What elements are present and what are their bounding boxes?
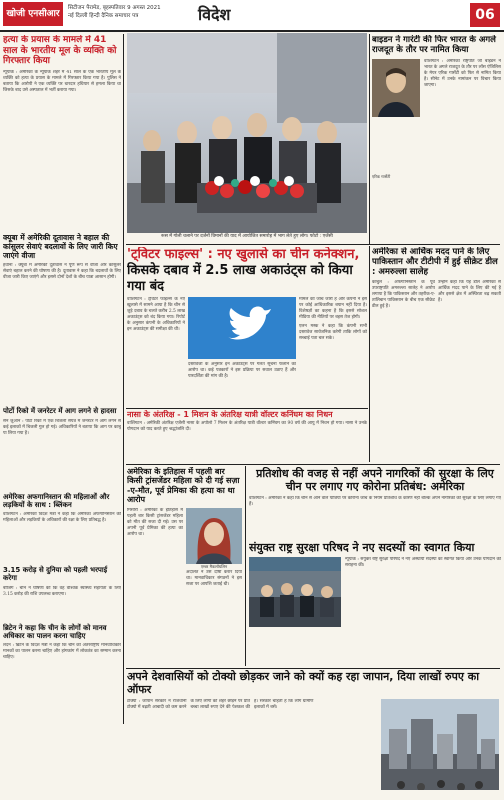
story3-headline: पोर्टो रिको में जनरेटर में आग लगने से हादसा bbox=[3, 407, 117, 416]
memorial-photo-image bbox=[127, 33, 367, 233]
twitter-image bbox=[188, 297, 296, 359]
edition-text: नई दिल्ली हिन्दी दैनिक समाचार पत्र bbox=[68, 13, 139, 19]
mclaughlin-photo bbox=[186, 508, 242, 564]
page-number: 06 bbox=[470, 3, 500, 27]
column-divider bbox=[123, 34, 124, 724]
lead-headline-quote: 'ट्विटर फाइल्स' : नए खुलासे का चीन कनेक्शन, bbox=[127, 247, 360, 262]
left-column bbox=[3, 35, 121, 760]
lead-col-3 bbox=[299, 297, 367, 407]
transgender-col2: अदालत ने उसे दोषी करार दिया था। मानवाधिकार संगठनों ने इस सजा पर आपत्ति जताई थी। bbox=[186, 569, 242, 587]
memorial-photo bbox=[127, 33, 367, 233]
corona-story bbox=[249, 467, 501, 667]
lead-headline-block bbox=[127, 247, 367, 295]
nasa-body: वाशिंगटन : अमेरिकी अंतरिक्ष एजेंसी नासा के अपोलो 7 मिशन के अंतरिक्ष यात्री वॉल्टर कनिंघम का 90 वर्ष की आयु में निधन हो गया। नासा ने उनके योगदान को याद करते हुए श्रद्धांजलि दी। bbox=[127, 421, 367, 433]
story2-body: हवाना : क्यूबा में अमेरिकी दूतावास ने पूर्ण रूप से वीजा और कांसुलर सेवाएं बहाल करने की घोषणा की है। दूतावास ने कहा कि बदलावों के लिए वीजा जारी किए जाएंगे और इससे दोनों देशों के बीच यात्रा आसान होगी। bbox=[3, 263, 121, 281]
right-top-headline: बाइडन ने गारंटी की फिर भारत के अगले राजदूत के तौर पर नामित किया bbox=[372, 35, 496, 56]
right-top-body: वाशिंगटन : अमेरिकी राष्ट्रपति जो बाइडन ने भारत के अगले राजदूत के तौर पर लॉस एंजिलिस के मेयर एरिक गार्सेटी को फिर से नामित किया है। सीनेट में उनके नामांकन पर विचार किया जाएगा। bbox=[424, 59, 501, 89]
section-rule bbox=[126, 464, 500, 465]
section-title: विदेश bbox=[198, 5, 231, 24]
tokyo-image bbox=[381, 699, 499, 790]
story3-body: सैन जुआन : पोर्टो रिको में एक बिजली संयंत्र में जनरेटर में आग लगने से कई इलाकों में बिजली गुल हो गई। अधिकारियों ने बताया कि आग पर काबू पा लिया गया है। bbox=[3, 418, 121, 436]
unsc-photo bbox=[249, 557, 341, 627]
pakistan-story bbox=[372, 247, 501, 462]
pakistan-col2: उन्होंने कहा कि यह डील अमेरिका से आर्थिक मदद पाने के लिए की गई है और इससे क्षेत्र में अस्थिरता बढ़ सकती है। bbox=[438, 280, 501, 304]
masthead bbox=[0, 0, 504, 32]
unsc-headline: संयुक्त राष्ट्र सुरक्षा परिषद ने नए सदस्यों का स्वागत किया bbox=[249, 541, 475, 554]
corona-body: वाशिंगटन : अमेरिका ने कहा कि चीन से आने वाले यात्रियों पर कोरोना जांच के नियम प्रतिशोध के कारण नहीं बल्कि अपने नागरिकों की सुरक्षा के लिए लगाए गए हैं। bbox=[249, 496, 501, 507]
woman-portrait-image bbox=[186, 508, 242, 564]
story5-headline: 3.15 करोड़ से दुनिया को पहली भरपाई करेगा bbox=[3, 566, 108, 583]
lead-col4-text: एलन मस्क ने कहा कि कंपनी सभी दस्तावेज सार्वजनिक करेगी ताकि लोगों को सच्चाई पता चल सके। bbox=[299, 324, 367, 341]
council-image bbox=[249, 557, 341, 627]
story6-body: लंदन : ब्रिटेन के विदेश मंत्री ने कहा कि चीन को अंतरराष्ट्रीय मानवाधिकार मानकों का पालन करना चाहिए और हांगकांग में लोकतंत्र का सम्मान करना चाहिए। bbox=[3, 643, 121, 661]
column-divider bbox=[245, 466, 246, 666]
nasa-story bbox=[127, 410, 367, 462]
lead-col3-text: मामले की जांच जारी है और कंपनी ने इस पर कोई आधिकारिक बयान नहीं दिया है। विशेषज्ञों का कहना है कि इससे सोशल मीडिया की नीतियों पर बहस तेज होगी। bbox=[299, 297, 367, 320]
dateline bbox=[68, 4, 180, 20]
story5-body: बीजिंग : चीन ने घोषणा की कि वह वैश्विक स्वास्थ्य सहायता के लिए 3.15 करोड़ की राशि उपलब्ध कराएगा। bbox=[3, 585, 121, 597]
story2-headline: क्यूबा में अमेरिकी दूतावास ने बहाल की कांसुलर सेवाएं बदलावों के लिए जारी किए जाएंगे वीजा bbox=[3, 232, 118, 260]
tokyo-photo bbox=[381, 699, 499, 790]
column-divider bbox=[369, 246, 370, 462]
story4-headline: अमेरिका अफगानिस्तान की महिलाओं और लड़कियों के साथ : ब्लिंकन bbox=[3, 492, 110, 509]
story1-headline: हत्या के प्रयास के मामले में 41 साल के भारतीय मूल के व्यक्ति को गिरफ्तार किया bbox=[3, 35, 117, 67]
pakistan-headline: अमेरिका से आर्थिक मदद पाने के लिए पाकिस्तान और टीटीपी में हुई सीक्रेट डील : अमरुल्ला सालेह bbox=[372, 247, 498, 278]
date-text: सिटीजन पैरामेड, बृहस्पतिवार 9 अगस्त 2021 bbox=[68, 5, 161, 11]
story1-body: न्यूयॉर्क : अमेरिका के न्यूयॉर्क शहर में 41 साल के एक भारतीय मूल के व्यक्ति को हत्या के प्रयास के मामले में गिरफ्तार किया गया है। पुलिस ने बताया कि आरोपी ने एक व्यक्ति पर धारदार हथियार से हमला किया था जिसके बाद उसे अस्पताल में भर्ती कराया गया। bbox=[3, 69, 121, 93]
nasa-headline: नासा के अंतरिक्ष - 1 मिशन के अंतरिक्ष यात्री वॉल्टर कनिंघम का निधन bbox=[127, 410, 333, 419]
transgender-col1: मिसौरी : अमेरिका के इतिहास में पहली बार किसी ट्रांसजेंडर महिला को मौत की सजा दी गई। उस पर अपनी पूर्व प्रेमिका की हत्या का आरोप था। bbox=[127, 507, 183, 537]
transgender-story bbox=[127, 467, 243, 667]
lead-col1-text: वाशिंगटन : ट्विटर फाइल्स के नए खुलासे में सामने आया है कि चीन से जुड़े दबाव के चलते करीब 2.5 लाख अकाउंट्स को बंद किया गया। रिपोर्ट के अनुसार कंपनी के अधिकारियों ने इन अकाउंट्स की समीक्षा की थी। bbox=[127, 297, 185, 332]
column-divider bbox=[369, 34, 370, 244]
lead-col-1 bbox=[127, 297, 185, 407]
lead-col-2 bbox=[188, 362, 296, 407]
story4-body: वाशिंगटन : अमेरिकी विदेश मंत्री ने कहा कि अमेरिका अफगानिस्तान की महिलाओं और लड़कियों के अधिकारों की रक्षा के लिए प्रतिबद्ध है। bbox=[3, 512, 121, 524]
inset-caption: एरिक गार्सेटी bbox=[372, 174, 391, 180]
photo-caption: रूस में गोली चलाने पर दर्जनों विमानों की याद में आयोजित समारोह में भाग लेते हुए लोग। फोटो : एजेंसी bbox=[161, 234, 333, 239]
japan-body: टोक्यो : जापान सरकार ने राजधानी टोक्यो में बढ़ती आबादी को कम करने के लिए लोगों को शहर छोड़ने पर प्रति बच्चा लाखों रुपए देने की पेशकश की है। सरकार चाहती है कि लोग ग्रामीण इलाकों में बसें। bbox=[127, 699, 314, 710]
lead-col2-text: दस्तावेजों के अनुसार इन अकाउंट्स पर गलत सूचना फैलाने का आरोप था। कई पत्रकारों ने इस प्रक्रिया पर सवाल उठाए हैं और पारदर्शिता की मांग की है। bbox=[188, 362, 296, 379]
photo-caption: एम्बर मैकलॉघलिन bbox=[200, 563, 228, 569]
section-rule bbox=[126, 408, 368, 409]
transgender-headline: अमेरिका के इतिहास में पहली बार किसी ट्रांसजेंडर महिला को दी गई सज़ा -ए-मौत, पूर्व प्रेमिका की हत्या का था आरोप bbox=[127, 467, 240, 505]
story6-headline: ब्रिटेन ने कहा कि चीन के लोगों को मानव अधिकार का पालन करना चाहिए bbox=[3, 623, 107, 640]
garcetti-photo bbox=[372, 59, 420, 117]
japan-headline: अपने देशवासियों को टोक्यो छोड़कर जाने को क्यों कह रहा जापान, दिया लाखों रुपए का ऑफर bbox=[127, 670, 480, 696]
pakistan-col1: काबुल : अफगानिस्तान के पूर्व उपराष्ट्रपति अमरुल्ला सालेह ने आरोप लगाया है कि पाकिस्तान और तहरीक-ए-तालिबान पाकिस्तान के बीच एक सीक्रेट डील हुई है। bbox=[372, 280, 435, 310]
portrait-image bbox=[372, 59, 420, 117]
japan-story bbox=[127, 670, 501, 790]
corona-headline: प्रतिशोध की वजह से नहीं अपने नागरिकों की सुरक्षा के लिए चीन पर लगाए गए कोरोना प्रतिबंध: अमेरिका bbox=[256, 467, 494, 493]
unsc-body: न्यूयॉर्क : संयुक्त राष्ट्र सुरक्षा परिषद ने नए अस्थायी सदस्यों का स्वागत किया और उनके योगदान की सराहना की। bbox=[345, 557, 501, 568]
twitter-photo bbox=[188, 297, 296, 359]
brand-logo: खोजी एनसीआर bbox=[3, 2, 63, 26]
section-rule bbox=[126, 244, 500, 245]
lead-headline-rest: किसके दबाव में 2.5 लाख अकाउंट्स को किया गया बंद bbox=[127, 263, 353, 294]
right-top-story bbox=[372, 35, 501, 235]
section-rule bbox=[126, 668, 500, 669]
